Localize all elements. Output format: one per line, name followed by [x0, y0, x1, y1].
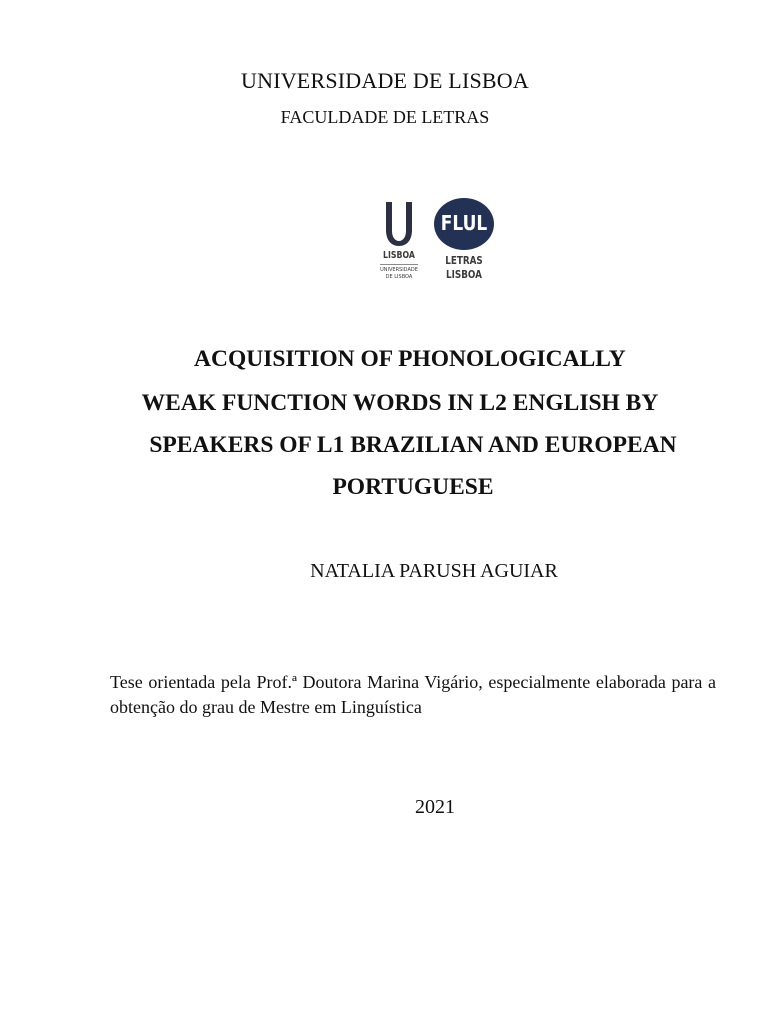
- logo-divider: [380, 264, 418, 265]
- ulisboa-logo-subline-1: UNIVERSIDADE: [380, 267, 418, 273]
- thesis-year: 2021: [415, 796, 455, 818]
- university-name: UNIVERSIDADE DE LISBOA: [241, 68, 529, 93]
- author-name: NATALIA PARUSH AGUIAR: [310, 560, 558, 582]
- flul-badge-text: FLUL: [440, 211, 488, 235]
- ulisboa-logo-name: LISBOA: [383, 250, 415, 261]
- thesis-title-line-4: PORTUGUESE: [332, 474, 494, 500]
- supervision-statement: Tese orientada pela Prof.ª Doutora Marina Vigário, especialmente elaborada para a obtenção do grau de Mestre em Linguística: [110, 672, 716, 717]
- ulisboa-logo: [376, 200, 422, 284]
- faculty-name: FACULDADE DE LETRAS: [280, 107, 490, 127]
- u-mark-icon: [376, 200, 422, 250]
- thesis-title-line-2: WEAK FUNCTION WORDS IN L2 ENGLISH BY: [141, 390, 659, 416]
- flul-logo: [432, 198, 496, 284]
- thesis-title-line-1: ACQUISITION OF PHONOLOGICALLY: [194, 346, 626, 372]
- flul-logo-line-2: LISBOA: [446, 268, 482, 281]
- thesis-title-line-3: SPEAKERS OF L1 BRAZILIAN AND EUROPEAN: [149, 432, 677, 458]
- flul-logo-line-1: LETRAS: [445, 254, 483, 267]
- ulisboa-logo-subline-2: DE LISBOA: [385, 274, 413, 280]
